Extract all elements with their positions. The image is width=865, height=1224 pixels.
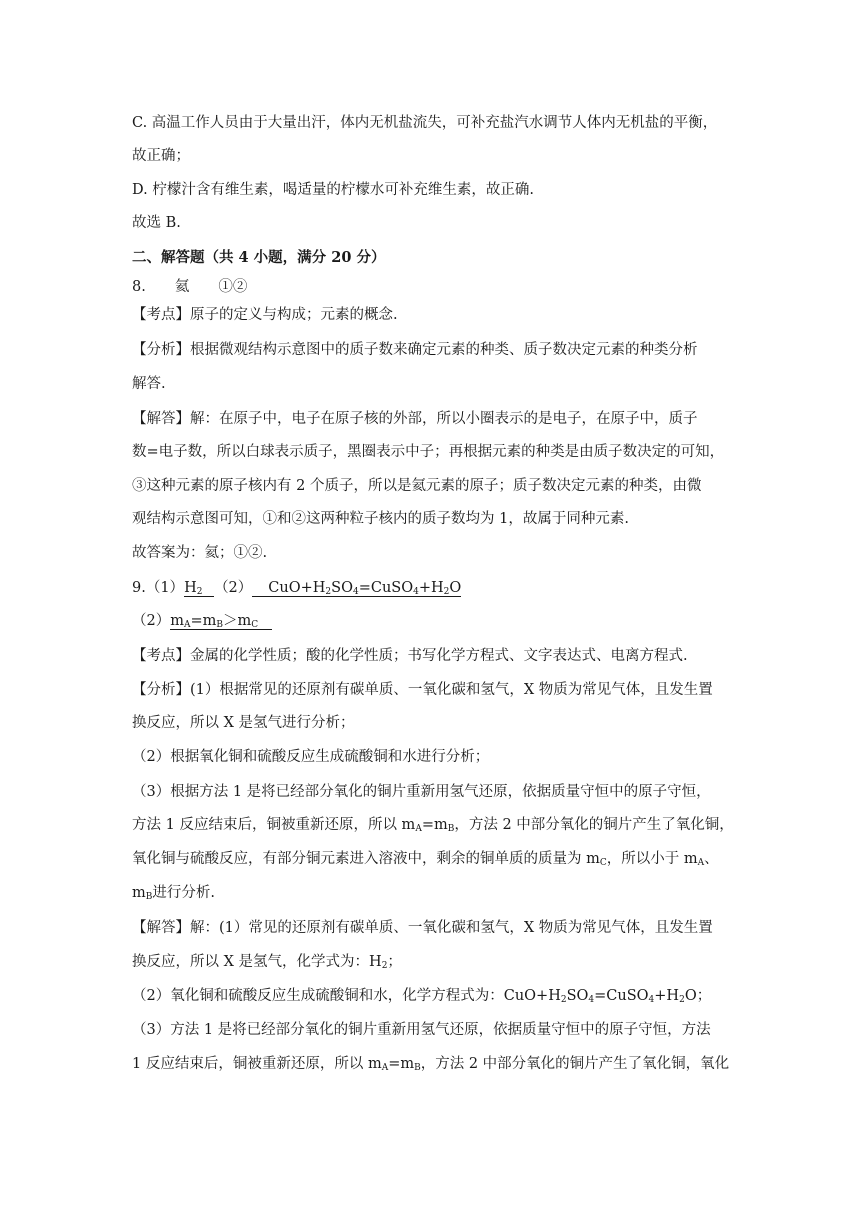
text-line: （3）方法 1 是将已经部分氧化的铜片重新用氢气还原，依据质量守恒中的原子守恒，方法: [132, 1022, 711, 1038]
text-run: =CuSO: [594, 988, 649, 1004]
subscript: C: [251, 620, 259, 630]
text-line: 观结构示意图可知，①和②这两种粒子核内的质子数均为 1，故属于同种元素.: [132, 511, 629, 527]
text-line: ③这种元素的原子核内有 2 个质子，所以是氦元素的原子；质子数决定元素的种类，由微: [132, 478, 702, 494]
subscript: A: [381, 1063, 389, 1073]
subscript: 4: [413, 587, 419, 597]
text-run: O: [449, 580, 462, 596]
text-line: [132, 1054, 729, 1074]
text-line: （2）根据氧化铜和硫酸反应生成硫酸铜和水进行分析；: [132, 749, 490, 765]
text-run: ，方法 2 中部分氧化的铜片产生了氧化铜，: [454, 817, 734, 833]
text-run: （2）: [214, 580, 253, 596]
text-line: [132, 952, 402, 972]
text-line: [132, 883, 215, 903]
text-line: 故选 B.: [132, 215, 181, 231]
text-line: 解答.: [132, 376, 166, 392]
text-run: SO: [331, 580, 353, 596]
text-line: [132, 849, 719, 869]
text-line: 【分析】根据微观结构示意图中的质子数来确定元素的种类、质子数决定元素的种类分析: [132, 342, 698, 358]
subscript: 2: [325, 587, 332, 597]
text-run: ，方法 2 中部分氧化的铜片产生了氧化铜，氧化: [420, 1056, 730, 1072]
text-run: m: [170, 613, 184, 629]
text-run: 1 反应结束后，铜被重新还原，所以 m: [132, 1056, 382, 1072]
subscript: 4: [588, 995, 595, 1005]
text-run: （2）氧化铜和硫酸反应生成硫酸铜和水，化学方程式为：CuO+H: [132, 988, 561, 1004]
text-run: O；: [684, 988, 712, 1004]
text-run: ，所以小于 m: [606, 851, 698, 867]
text-line: （3）根据方法 1 是将已经部分氧化的铜片重新用氢气还原，依据质量守恒中的原子守恒，: [132, 784, 711, 800]
text-line: 【解答】解：在原子中，电子在原子核的外部，所以小圈表示的是电子，在原子中，质子: [132, 411, 698, 427]
text-line: 故答案为：氦；①②.: [132, 545, 268, 561]
text-run: SO: [566, 988, 589, 1004]
text-line: 换反应，所以 X 是氢气进行分析；: [132, 715, 355, 731]
text-run: +H: [654, 988, 680, 1004]
text-run: 换反应，所以 X 是氢气，化学式为：H: [132, 954, 382, 970]
text-run: 氧化铜与硫酸反应，有部分铜元素进入溶液中，剩余的铜单质的质量为 m: [132, 851, 600, 867]
answer-blank: [184, 580, 214, 597]
subscript: 2: [381, 961, 388, 971]
text-run: =CuSO: [358, 580, 414, 596]
subscript: B: [414, 1063, 421, 1073]
subscript: B: [216, 620, 224, 630]
subscript: 2: [560, 995, 567, 1005]
subscript: B: [145, 892, 153, 902]
text-run: =m: [190, 613, 217, 629]
text-line: [132, 986, 711, 1006]
text-line: 【考点】原子的定义与构成；元素的概念.: [132, 307, 398, 323]
text-line: 【解答】解：(1）常见的还原剂有碳单质、一氧化碳和氢气，X 物质为常见气体，且发生置: [132, 920, 713, 936]
subscript: A: [183, 620, 191, 630]
text-run: =m: [421, 817, 448, 833]
answer-line: [132, 578, 461, 598]
text-line: [132, 815, 734, 835]
text-run: CuO+H: [268, 580, 326, 596]
subscript: 2: [196, 587, 203, 597]
text-run: =m: [388, 1056, 415, 1072]
subscript: 2: [679, 995, 685, 1005]
text-run: 、: [704, 851, 719, 867]
text-line: 故正确；: [132, 148, 190, 164]
section-heading: 二、解答题（共 4 小题，满分 20 分）: [132, 249, 386, 266]
text-run: 进行分析.: [152, 885, 215, 901]
text-run: ；: [387, 954, 402, 970]
answer-blank: [170, 613, 272, 630]
subscript: 4: [648, 995, 655, 1005]
text-line: C. 高温工作人员由于大量出汗，体内无机盐流失，可补充盐汽水调节人体内无机盐的平衡，: [132, 115, 718, 131]
text-line: 【分析】(1）根据常见的还原剂有碳单质、一氧化碳和氢气，X 物质为常见气体，且发生置: [132, 682, 713, 698]
text-run: 9.（1）: [132, 580, 185, 596]
subscript: A: [415, 824, 422, 834]
text-run: H: [184, 580, 197, 596]
text-run: m: [132, 885, 146, 901]
text-run: +H: [418, 580, 444, 596]
subscript: C: [599, 858, 607, 868]
text-line: D. 柠檬汁含有维生素，喝适量的柠檬水可补充维生素，故正确.: [132, 182, 534, 198]
subscript: B: [447, 824, 455, 834]
answer-blank: [252, 580, 461, 597]
subscript: 2: [443, 587, 450, 597]
subscript: A: [697, 858, 705, 868]
subscript: 4: [352, 587, 359, 597]
text-line: 数=电子数，所以白球表示质子，黑圈表示中子；再根据元素的种类是由质子数决定的可知，: [132, 444, 725, 460]
text-line: 【考点】金属的化学性质；酸的化学性质；书写化学方程式、文字表达式、电离方程式.: [132, 648, 688, 664]
text-run: ＞m: [223, 613, 252, 629]
text-run: 方法 1 反应结束后，铜被重新还原，所以 m: [132, 817, 416, 833]
answer-line: 8. 氦 ①②: [132, 279, 248, 295]
text-run: （2）: [132, 613, 171, 629]
answer-line: [132, 611, 272, 631]
